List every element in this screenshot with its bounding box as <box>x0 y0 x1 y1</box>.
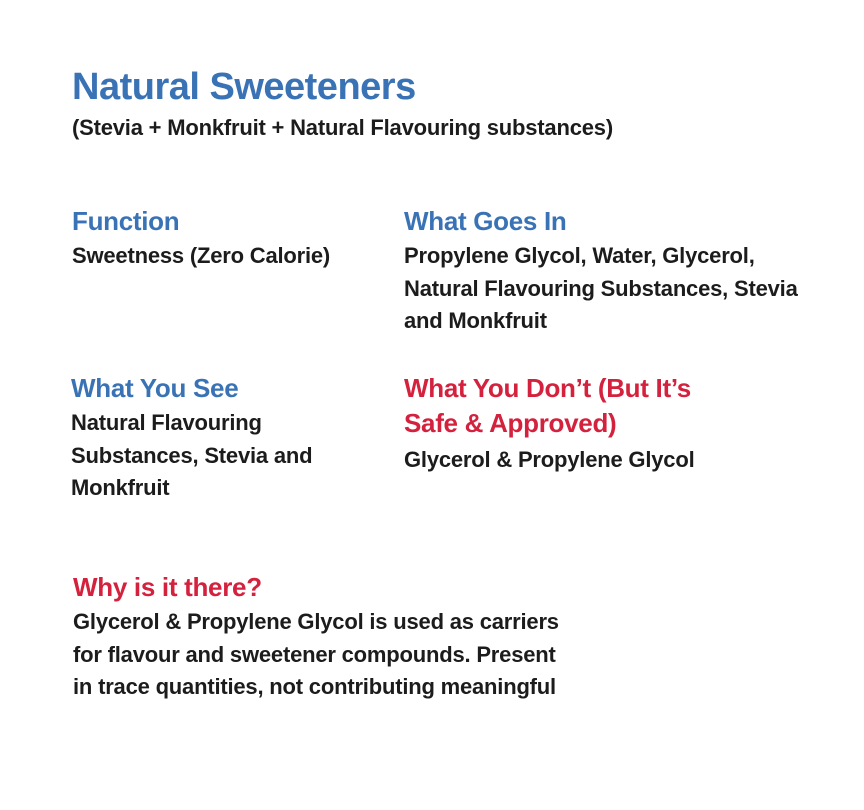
what-you-see-text: Natural Flavouring Substances, Stevia and Monkfruit <box>71 410 313 500</box>
what-goes-in-text: Propylene Glycol, Water, Glycerol, Natural Flavouring Substances, Stevia and Monkfruit <box>404 243 798 333</box>
what-goes-in-heading: What Goes In <box>404 206 567 236</box>
what-goes-in-section <box>404 204 834 338</box>
why-heading: Why is it there? <box>73 572 262 602</box>
what-you-see-section <box>71 371 371 505</box>
why-text: Glycerol & Propylene Glycol is used as carriers for flavour and sweetener compounds. Present in trace quantities, not contributing meaningful <box>73 609 559 699</box>
what-you-dont-text: Glycerol & Propylene Glycol <box>404 447 695 472</box>
what-you-dont-heading: What You Don’t (But It’s Safe & Approved) <box>404 373 691 438</box>
page-title: Natural Sweeteners <box>72 66 416 108</box>
function-section <box>72 204 332 273</box>
why-section <box>73 570 573 704</box>
function-text: Sweetness (Zero Calorie) <box>72 243 331 268</box>
function-heading: Function <box>72 206 180 236</box>
page-subtitle: (Stevia + Monkfruit + Natural Flavouring substances) <box>72 115 613 140</box>
what-you-dont-section <box>404 371 704 477</box>
what-you-see-heading: What You See <box>71 373 239 403</box>
